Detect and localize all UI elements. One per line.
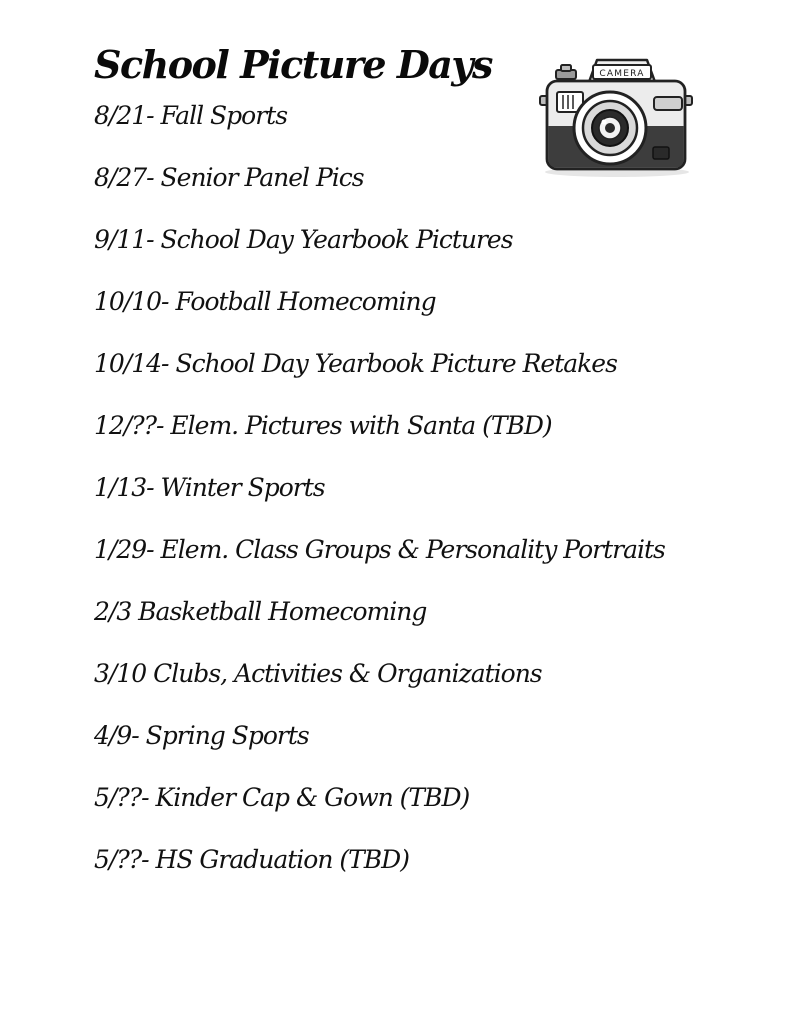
camera-label: CAMERA [599, 69, 645, 79]
schedule-list [94, 96, 665, 902]
list-item: 10/14- School Day Yearbook Picture Retakes [94, 349, 617, 378]
list-item: 9/11- School Day Yearbook Pictures [94, 225, 513, 254]
list-item: 5/??- HS Graduation (TBD) [94, 845, 409, 874]
list-item: 8/21- Fall Sports [94, 101, 288, 130]
list-item: 12/??- Elem. Pictures with Santa (TBD) [94, 411, 552, 440]
list-item: 1/29- Elem. Class Groups & Personality Portraits [94, 535, 665, 564]
list-item: 8/27- Senior Panel Pics [94, 163, 364, 192]
list-item: 10/10- Football Homecoming [94, 287, 436, 316]
list-item: 4/9- Spring Sports [94, 721, 309, 750]
list-item: 5/??- Kinder Cap & Gown (TBD) [94, 783, 470, 812]
camera-icon [537, 54, 695, 178]
list-item: 3/10 Clubs, Activities & Organizations [94, 659, 542, 688]
list-item: 1/13- Winter Sports [94, 473, 325, 502]
list-item: 2/3 Basketball Homecoming [94, 597, 427, 626]
page-title: School Picture Days [94, 42, 492, 87]
